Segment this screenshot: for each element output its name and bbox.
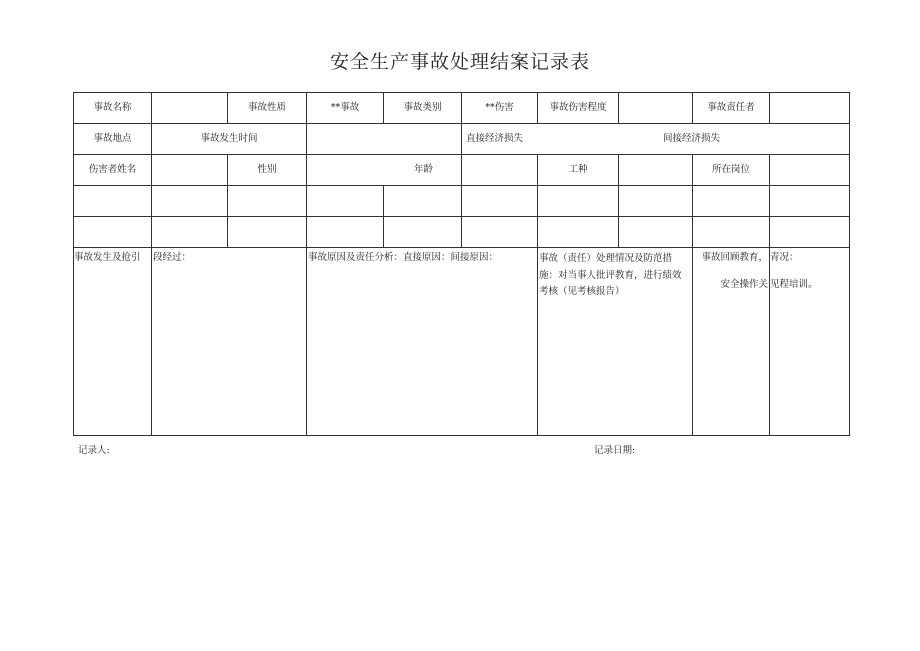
record-date-label: 记录日期:: [594, 445, 636, 456]
accident-process-label: 事故发生及抢引: [74, 248, 152, 436]
blank-cell[interactable]: [538, 217, 619, 248]
blank-cell[interactable]: [74, 186, 152, 217]
post-value[interactable]: [770, 155, 850, 186]
accident-process-value[interactable]: [152, 248, 307, 436]
injury-degree-value[interactable]: [619, 93, 693, 124]
review-cont2: 见程培训。: [770, 279, 818, 291]
review-cont1: 青况：: [770, 252, 799, 263]
economic-loss-cell: [462, 124, 850, 155]
table-row: [74, 248, 850, 436]
gender-age-cell: [307, 155, 462, 186]
recorder-label: 记录人:: [78, 445, 110, 456]
blank-cell[interactable]: [462, 217, 538, 248]
accident-time-value[interactable]: [307, 124, 462, 155]
accident-name-value[interactable]: [152, 93, 228, 124]
job-label: 工种: [538, 155, 619, 186]
accident-nature-label: 事故性质: [228, 93, 307, 124]
page-title: 安全生产事故处理结案记录表: [329, 51, 590, 73]
blank-cell[interactable]: [228, 186, 307, 217]
indirect-loss-label: 间接经济损失: [662, 133, 720, 145]
gender-label: 性别: [228, 155, 307, 186]
accident-category-label: 事故类别: [384, 93, 462, 124]
post-label: 所在岗位: [693, 155, 770, 186]
blank-cell[interactable]: [693, 186, 770, 217]
accident-name-label: 事故名称: [74, 93, 152, 124]
blank-cell[interactable]: [538, 186, 619, 217]
table-row: [74, 93, 850, 124]
job-value[interactable]: [619, 155, 693, 186]
accident-process-cont: 段经过：: [153, 252, 192, 263]
blank-cell[interactable]: [619, 186, 693, 217]
blank-cell[interactable]: [693, 217, 770, 248]
blank-cell[interactable]: [307, 217, 384, 248]
cause-analysis-cell[interactable]: [307, 248, 538, 436]
blank-cell[interactable]: [770, 186, 850, 217]
accident-record-table: [73, 92, 850, 436]
blank-cell[interactable]: [307, 186, 384, 217]
accident-time-label: 事故发生时间: [152, 124, 307, 155]
blank-cell[interactable]: [152, 217, 228, 248]
direct-loss-label: 直接经济损失: [466, 133, 524, 145]
blank-cell[interactable]: [384, 186, 462, 217]
responsible-person-label: 事故责任者: [693, 93, 770, 124]
table-row: [74, 124, 850, 155]
handling-line3: 考核（见考核报告）: [539, 286, 625, 298]
blank-cell[interactable]: [152, 186, 228, 217]
table-row: [74, 155, 850, 186]
handling-line1: 事故（责任）处理情况及防范措: [539, 253, 673, 264]
blank-cell[interactable]: [384, 217, 462, 248]
table-row: [74, 186, 850, 217]
review-education-cell[interactable]: [693, 248, 770, 436]
review-line1: 事故回顾教育，: [701, 252, 768, 263]
handling-cell[interactable]: [538, 248, 693, 436]
age-label: 年龄: [413, 164, 433, 176]
responsible-person-value[interactable]: [770, 93, 850, 124]
accident-nature-value[interactable]: **事故: [307, 93, 384, 124]
injury-degree-label: 事故伤害程度: [538, 93, 619, 124]
injured-name-label: 伤害者姓名: [74, 155, 152, 186]
cause-analysis-text: 事故原因及责任分析：直接原因：间接原因：: [308, 252, 499, 263]
blank-cell[interactable]: [462, 186, 538, 217]
accident-location-label: 事故地点: [74, 124, 152, 155]
review-education-value[interactable]: [770, 248, 850, 436]
accident-category-value[interactable]: **伤害: [462, 93, 538, 124]
age-value[interactable]: [462, 155, 538, 186]
table-row: [74, 217, 850, 248]
blank-cell[interactable]: [74, 217, 152, 248]
injured-name-value[interactable]: [152, 155, 228, 186]
blank-cell[interactable]: [228, 217, 307, 248]
review-line2: 安全操作关: [720, 279, 768, 291]
handling-line2: 施：对当事人批评教育，进行绩效: [539, 269, 682, 281]
blank-cell[interactable]: [770, 217, 850, 248]
blank-cell[interactable]: [619, 217, 693, 248]
